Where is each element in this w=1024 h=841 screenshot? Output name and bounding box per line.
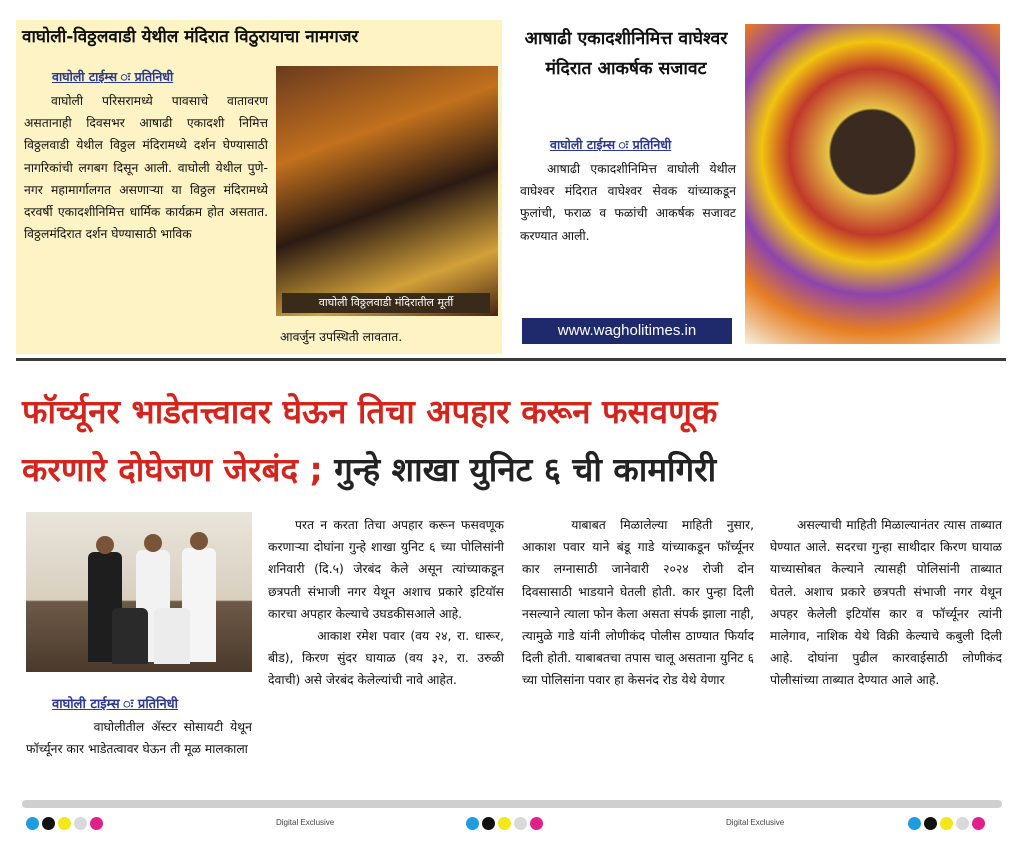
story3-headline-dark: गुन्हे शाखा युनिट ६ ची कामगिरी: [334, 450, 717, 489]
arrested-suspects-photo: [26, 512, 252, 672]
story2-body: [520, 158, 736, 247]
story1-body: [24, 90, 268, 350]
registration-dot: [498, 817, 511, 830]
story2-body-text: आषाढी एकादशीनिमित्त वाघोली येथील वाघेश्वर मंदिरात वाघेश्वर सेवक यांच्याकडून फुलांची, फराळ व फळांची आकर्षक सजावट करण्यात आली.: [520, 162, 736, 243]
registration-dot: [530, 817, 543, 830]
story2-byline: वाघोली टाईम्स ः प्रतिनिधी: [550, 137, 672, 152]
story3-col1: [26, 716, 252, 760]
officer-head: [144, 534, 162, 552]
story1-byline: वाघोली टाईम्स ः प्रतिनिधी: [52, 69, 174, 84]
story1-title: वाघोली-विठ्ठलवाडी येथील मंदिरात विठुरायाचा नामगजर: [22, 27, 359, 47]
registration-dot: [924, 817, 937, 830]
story3-col4-text: असल्याची माहिती मिळाल्यानंतर त्यास ताब्यात घेण्यात आले. सदरचा गुन्हा साथीदार किरण घायाळ याच्यासोबत केल्याने त्यासही पोलिसांनी ताब्यात घेतले. अशाच प्रकारे छत्रपती संभाजी नगर येथून अपहर केलेली इटियॉस कार व फॉर्च्यूनर त्यांनी मालेगाव, नाशिक येथे विक्री केल्याचे कबुली दिली आहे. दोघांना पुढील कारवाईसाठी लोणीकंद पोलीसांच्या ताब्यात देण्यात आले आहे.: [770, 518, 1002, 688]
story3-headline-line2: [22, 446, 1012, 491]
footer-label-right: Digital Exclusive: [726, 818, 785, 827]
registration-dot: [956, 817, 969, 830]
story1-continuation: आवर्जुन उपस्थिती लावतात.: [280, 330, 403, 344]
website-url[interactable]: www.wagholitimes.in: [522, 318, 732, 344]
officer-head: [190, 532, 208, 550]
story3-byline: वाघोली टाईम्स ः प्रतिनिधी: [52, 697, 179, 712]
story3-col1-text: वाघोलीतील ॲस्टर सोसायटी येथून फॉर्च्यूनर कार भाडेतत्वावर घेऊन ती मूळ मालकाला: [26, 720, 252, 757]
registration-dot: [58, 817, 71, 830]
story3-headline-red: करणारे दोघेजण जेरबंद ;: [22, 450, 323, 489]
registration-dot: [482, 817, 495, 830]
story1-body-text: वाघोली परिसरामध्ये पावसाचे वातावरण असतानाही दिवसभर आषाढी एकादशी निमित्त विठ्ठलवाडी येथील विठ्ठल मंदिरामध्ये दर्शन घेण्यासाठी नागरिकांची लगबग दिसून आली. वाघोली येथील पुणे-नगर महामार्गालगत असणाऱ्या या विठ्ठल मंदिरामध्ये दरवर्षी एकादशीनिमित्त धार्मिक कार्यक्रम होत असतात. विठ्ठलमंदिरात दर्शन घेण्यासाठी भाविक: [24, 94, 268, 242]
story1-photo-caption: वाघोली विठ्ठलवाडी मंदिरातील मूर्ती: [282, 293, 490, 313]
story3-col2: [268, 514, 504, 692]
temple-idols-photo: [276, 66, 498, 316]
suspect-figure: [112, 608, 148, 664]
section-divider: [16, 358, 1006, 361]
suspect-figure: [154, 608, 190, 664]
registration-dot: [42, 817, 55, 830]
registration-dot: [74, 817, 87, 830]
registration-dot: [514, 817, 527, 830]
story2-title: आषाढी एकादशीनिमित्त वाघेश्वर मंदिरात आकर्षक सजावट: [524, 29, 728, 79]
registration-dot: [940, 817, 953, 830]
registration-dot: [26, 817, 39, 830]
registration-dot: [466, 817, 479, 830]
story3-col4: [770, 514, 1002, 692]
officer-head: [96, 536, 114, 554]
story3-col3-text: याबाबत मिळालेल्या माहिती नुसार, आकाश पवार याने बंडू गाडे यांच्याकडून फॉर्च्यूनर कार लग्नासाठी जानेवारी २०२४ रोजी दोन दिवसासाठी भाडयाने घेतली होती. कार पुन्हा दिली नसल्याने त्याला फोन केला असता संपर्क झाला नाही, त्यामुळे गाडे यांनी लोणीकंद पोलीस ठाण्यात फिर्याद दिली होती. याबाबतचा तपास चालू असताना युनिट ६ च्या पोलिसांना पवार हा केसनंद रोड येथे येणार: [522, 518, 754, 688]
temple-decoration-photo: [745, 24, 1000, 344]
registration-dot: [908, 817, 921, 830]
story3-col2-text-a: परत न करता तिचा अपहार करून फसवणूक करणाऱ्या दोघांना गुन्हे शाखा युनिट ६ च्या पोलिसांनी शनिवारी (दि.५) जेरबंद केले असून त्यांच्याकडून छत्रपती संभाजी नगर येथून अशाच प्रकारे इटियॉस कारचा अपहार केल्याचे उघडकीसआले आहे.: [268, 518, 504, 621]
story3-headline-line1: फॉर्च्यूनर भाडेतत्त्वावर घेऊन तिचा अपहार करून फसवणूक: [22, 392, 718, 431]
registration-marks-right: [908, 815, 988, 834]
story3-col2-text-b: आकाश रमेश पवार (वय २४, रा. धारूर, बीड), किरण सुंदर घायाळ (वय ३२, रा. उरुळी देवाची) असे जेरबंद केलेल्यांची नावे आहेत.: [268, 629, 504, 688]
registration-dot: [90, 817, 103, 830]
registration-marks-center: [466, 815, 546, 834]
footer-bar: [22, 800, 1002, 808]
registration-marks-left: [26, 815, 106, 834]
registration-dot: [972, 817, 985, 830]
footer-label-center: Digital Exclusive: [276, 818, 335, 827]
story3-col3: [522, 514, 754, 692]
